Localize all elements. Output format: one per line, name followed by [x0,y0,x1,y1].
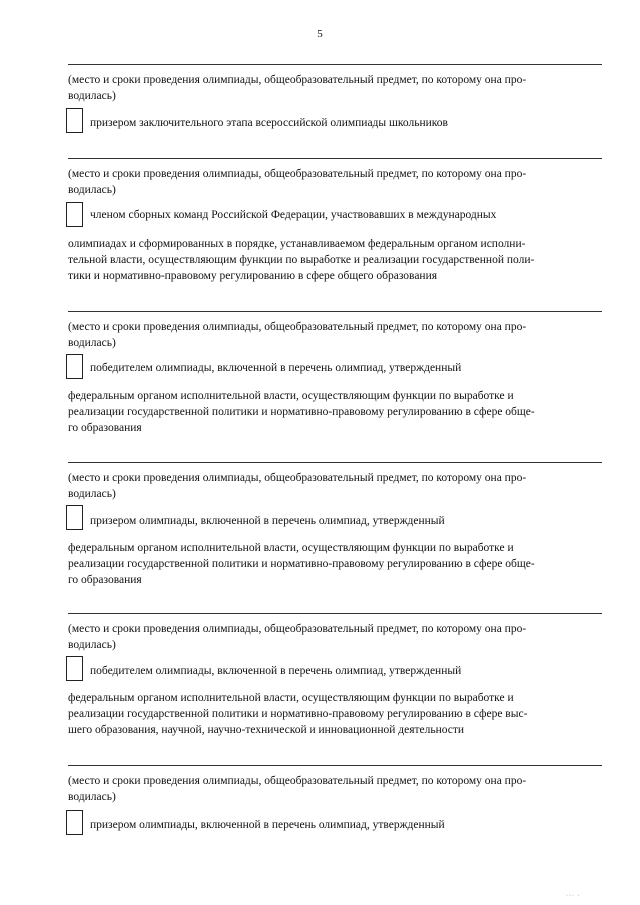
option-description-line: федеральным органом исполнительной власти, осуществляющим функции по выработке и [68,692,514,704]
option-description-line: олимпиадах и сформированных в порядке, устанавливаемом федеральным органом исполни- [68,238,526,250]
answer-line[interactable] [68,462,602,463]
option-description-line: тики и нормативно-правовому регулированию в сфере общего образования [68,270,438,282]
option-label: победителем олимпиады, включенной в перечень олимпиад, утвержденный [90,362,462,374]
field-hint-line1: (место и сроки проведения олимпиады, общеобразовательный предмет, по которому она про- [68,168,527,180]
checkbox[interactable] [66,202,83,227]
field-hint-line2: водилась) [68,90,116,102]
field-hint-line2: водилась) [68,184,116,196]
option-description-line: федеральным органом исполнительной власти, осуществляющим функции по выработке и [68,542,514,554]
option-label: победителем олимпиады, включенной в перечень олимпиад, утвержденный [90,665,462,677]
option-label: призером заключительного этапа всероссийской олимпиады школьников [90,117,448,129]
checkbox[interactable] [66,354,83,379]
option-description-line: тельной власти, осуществляющим функции по выработке и реализации государственной поли- [68,254,535,266]
answer-line[interactable] [68,158,602,159]
footer-marks: ··· · [566,893,581,899]
field-hint-line2: водилась) [68,488,116,500]
option-description-line: федеральным органом исполнительной власти, осуществляющим функции по выработке и [68,390,514,402]
option-description-line: реализации государственной политики и нормативно-правовому регулированию в сфере выс- [68,708,528,720]
option-label: призером олимпиады, включенной в перечень олимпиад, утвержденный [90,819,445,831]
field-hint-line1: (место и сроки проведения олимпиады, общеобразовательный предмет, по которому она про- [68,472,527,484]
option-description-line: го образования [68,422,142,434]
option-description-line: го образования [68,574,142,586]
option-description-line: реализации государственной политики и нормативно-правовому регулированию в сфере обще- [68,558,535,570]
answer-line[interactable] [68,765,602,766]
field-hint-line1: (место и сроки проведения олимпиады, общеобразовательный предмет, по которому она про- [68,775,527,787]
option-description-line: реализации государственной политики и нормативно-правовому регулированию в сфере обще- [68,406,535,418]
checkbox[interactable] [66,656,83,681]
field-hint-line2: водилась) [68,791,116,803]
answer-line[interactable] [68,311,602,312]
field-hint-line1: (место и сроки проведения олимпиады, общеобразовательный предмет, по которому она про- [68,321,527,333]
checkbox[interactable] [66,810,83,835]
field-hint-line2: водилась) [68,337,116,349]
answer-line[interactable] [68,64,602,65]
checkbox[interactable] [66,505,83,530]
option-description-line: шего образования, научной, научно-технической и инновационной деятельности [68,724,465,736]
option-label: призером олимпиады, включенной в перечень олимпиад, утвержденный [90,515,445,527]
page-number: 5 [317,28,323,40]
field-hint-line1: (место и сроки проведения олимпиады, общеобразовательный предмет, по которому она про- [68,623,527,635]
answer-line[interactable] [68,613,602,614]
field-hint-line1: (место и сроки проведения олимпиады, общеобразовательный предмет, по которому она про- [68,74,527,86]
field-hint-line2: водилась) [68,639,116,651]
checkbox[interactable] [66,108,83,133]
option-label: членом сборных команд Российской Федерации, участвовавших в международных [90,209,497,221]
